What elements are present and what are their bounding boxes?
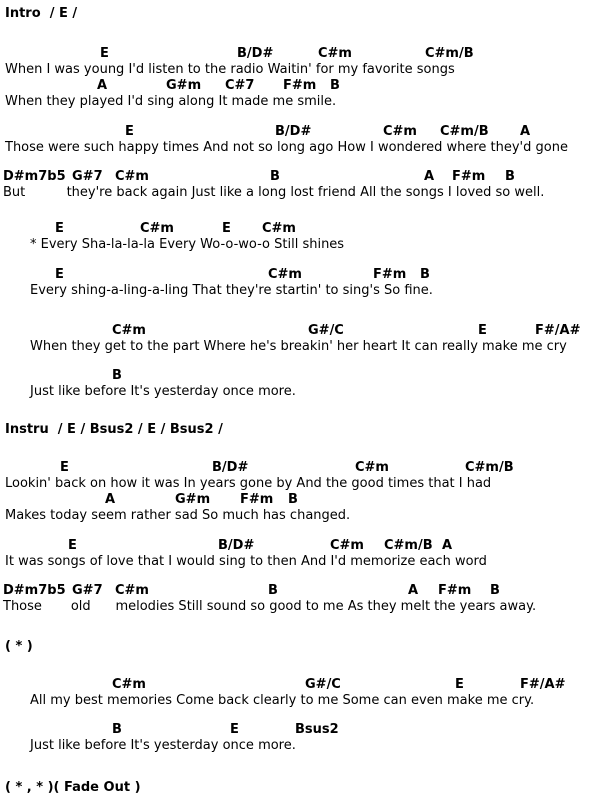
chord: C#m: [383, 124, 417, 139]
chord: G#/C: [305, 677, 341, 692]
lyric-line: * Every Sha-la-la-la Every Wo-o-wo-o Still shines: [30, 237, 345, 252]
chord: C#7: [225, 78, 255, 93]
spacer: [0, 299, 600, 323]
chord: E: [222, 221, 231, 236]
chord-line: [0, 460, 600, 476]
chord: B: [268, 583, 278, 598]
section-heading: ( * ): [5, 639, 33, 654]
chord-line: [0, 583, 600, 599]
chord-line: [0, 323, 600, 339]
chord: E: [60, 460, 69, 475]
chord: B/D#: [218, 538, 255, 553]
lyric-line: When they played I'd sing along It made me smile.: [5, 94, 337, 109]
chord: C#m: [115, 583, 149, 598]
chord-line: [0, 78, 600, 94]
chord: C#m: [140, 221, 174, 236]
chord: C#m: [268, 267, 302, 282]
chord: B: [288, 492, 298, 507]
chord: E: [55, 221, 64, 236]
spacer: [0, 400, 600, 422]
chord: B: [270, 169, 280, 184]
section-heading: Intro / E /: [5, 6, 78, 21]
chord: A: [424, 169, 435, 184]
lyric-line: Just like before It's yesterday once more.: [30, 384, 296, 399]
lyric-line: Makes today seem rather sad So much has changed.: [5, 508, 351, 523]
section-heading: ( * , * )( Fade Out ): [5, 780, 141, 795]
chord: B: [505, 169, 515, 184]
chord: C#m/B: [440, 124, 489, 139]
chord: B: [112, 722, 122, 737]
spacer: [0, 615, 600, 639]
chord: G#7: [72, 169, 103, 184]
chord: D#m7b5: [3, 583, 66, 598]
chord: C#m: [262, 221, 296, 236]
chord: G#/C: [308, 323, 344, 338]
spacer: [0, 438, 600, 460]
chord: E: [68, 538, 77, 553]
spacer: [0, 355, 600, 368]
chord: A: [97, 78, 108, 93]
chord: E: [230, 722, 239, 737]
chord-line: [0, 492, 600, 508]
chord: C#m: [318, 46, 352, 61]
chord: A: [442, 538, 453, 553]
chord: C#m: [112, 677, 146, 692]
chord: D#m7b5: [3, 169, 66, 184]
chord: B: [112, 368, 122, 383]
chord: B: [420, 267, 430, 282]
chord: F#m: [373, 267, 407, 282]
spacer: [0, 110, 600, 124]
section-heading: Instru / E / Bsus2 / E / Bsus2 /: [5, 422, 223, 437]
chord-line: [0, 267, 600, 283]
spacer: [0, 655, 600, 677]
chord: B/D#: [212, 460, 249, 475]
lyric-line: Lookin' back on how it was In years gone by And the good times that I had: [5, 476, 492, 491]
chord-line: [0, 46, 600, 62]
chord: E: [455, 677, 464, 692]
chord: A: [105, 492, 116, 507]
lyric-line: When they get to the part Where he's breakin' her heart It can really make me cry: [30, 339, 567, 354]
chord: E: [55, 267, 64, 282]
chord: Bsus2: [295, 722, 339, 737]
chord: F#m: [452, 169, 486, 184]
chord: C#m: [112, 323, 146, 338]
chord: C#m/B: [384, 538, 433, 553]
chord: B: [490, 583, 500, 598]
chord-line: [0, 368, 600, 384]
chord: C#m: [330, 538, 364, 553]
chord-line: [0, 677, 600, 693]
chord-line: [0, 722, 600, 738]
spacer: [0, 754, 600, 780]
spacer: [0, 201, 600, 221]
spacer: [0, 709, 600, 722]
chord-line: [0, 124, 600, 140]
lyric-line: It was songs of love that I would sing to then And I'd memorize each word: [5, 554, 487, 569]
chord: E: [478, 323, 487, 338]
lyric-line: When I was young I'd listen to the radio Waitin' for my favorite songs: [5, 62, 455, 77]
lyric-line: All my best memories Come back clearly to me Some can even make me cry.: [30, 693, 535, 708]
spacer: [0, 524, 600, 538]
chord: F#m: [438, 583, 472, 598]
chord: G#m: [166, 78, 202, 93]
lyric-line: Every shing-a-ling-a-ling That they're startin' to sing's So fine.: [30, 283, 433, 298]
lyric-line: Just like before It's yesterday once more.: [30, 738, 296, 753]
chord-line: [0, 169, 600, 185]
lyric-line: But they're back again Just like a long lost friend All the songs I loved so well.: [3, 185, 545, 200]
chord: C#m: [115, 169, 149, 184]
chord: F#m: [283, 78, 317, 93]
chord: C#m: [355, 460, 389, 475]
chord: F#m: [240, 492, 274, 507]
chord: B/D#: [237, 46, 274, 61]
chord: B: [330, 78, 340, 93]
chord: F#/A#: [520, 677, 566, 692]
spacer: [0, 22, 600, 46]
chord: G#7: [72, 583, 103, 598]
spacer: [0, 156, 600, 169]
spacer: [0, 570, 600, 583]
chord: A: [520, 124, 531, 139]
chord: C#m/B: [425, 46, 474, 61]
lyric-line: Those old melodies Still sound so good to me As they melt the years away.: [3, 599, 537, 614]
chord: E: [125, 124, 134, 139]
lyric-line: Those were such happy times And not so long ago How I wondered where they'd gone: [5, 140, 568, 155]
spacer: [0, 253, 600, 267]
chord: G#m: [175, 492, 211, 507]
chord-line: [0, 538, 600, 554]
chord: F#/A#: [535, 323, 581, 338]
chord: A: [408, 583, 419, 598]
chord-line: [0, 221, 600, 237]
chord: C#m/B: [465, 460, 514, 475]
chord: E: [100, 46, 109, 61]
chord: B/D#: [275, 124, 312, 139]
